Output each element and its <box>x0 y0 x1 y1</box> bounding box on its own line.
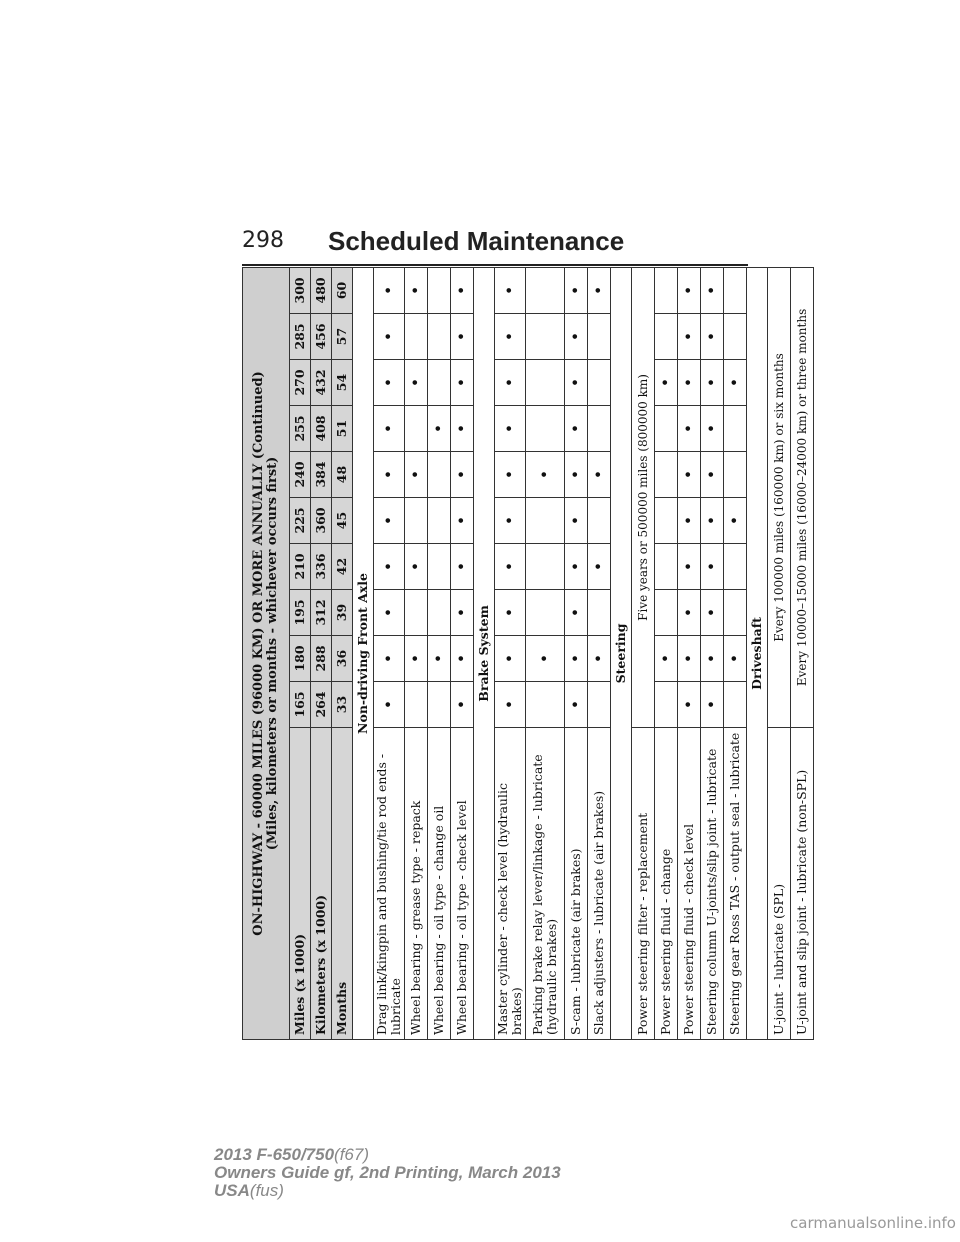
service-mark: • <box>495 314 526 360</box>
service-mark: • <box>565 544 588 590</box>
service-mark <box>724 406 747 452</box>
service-mark: • <box>701 314 724 360</box>
item-label: Wheel bearing - oil type - check level <box>451 728 474 1040</box>
table-row <box>495 267 526 1039</box>
table-row <box>678 267 701 1039</box>
table-row <box>768 267 791 1039</box>
header-value: 480 <box>311 267 332 313</box>
section-row <box>611 267 632 1039</box>
service-mark: • <box>565 636 588 682</box>
service-mark <box>588 314 611 360</box>
service-mark: • <box>678 267 701 313</box>
service-mark: • <box>724 498 747 544</box>
table-title-row <box>243 267 290 1039</box>
service-mark <box>655 267 678 313</box>
table-row <box>428 267 451 1039</box>
service-mark <box>428 314 451 360</box>
interval-note: Five years or 500000 miles (800000 km) <box>632 267 655 727</box>
service-mark <box>724 544 747 590</box>
service-mark: • <box>565 360 588 406</box>
service-mark <box>428 544 451 590</box>
footer-line-printing: Owners Guide gf, 2nd Printing, March 2013 <box>214 1163 561 1182</box>
header-value: 45 <box>332 498 353 544</box>
section-row <box>747 267 768 1039</box>
service-mark: • <box>374 636 405 682</box>
service-mark <box>724 314 747 360</box>
service-mark <box>526 498 565 544</box>
service-mark <box>428 590 451 636</box>
header-value: 51 <box>332 406 353 452</box>
table-row <box>405 267 428 1039</box>
header-value: 39 <box>332 590 353 636</box>
service-mark <box>428 498 451 544</box>
header-value: 33 <box>332 682 353 728</box>
header-value: 210 <box>290 544 311 590</box>
service-mark: • <box>565 590 588 636</box>
footer-line-region: USA(fus) <box>214 1181 284 1200</box>
service-mark <box>405 590 428 636</box>
item-label: Steering gear Ross TAS - output seal - lubricate <box>724 728 747 1040</box>
maintenance-schedule-table <box>242 267 814 1040</box>
header-value: 54 <box>332 360 353 406</box>
service-mark: • <box>701 267 724 313</box>
header-value: 195 <box>290 590 311 636</box>
section-heading: Steering <box>611 267 632 1039</box>
service-mark: • <box>451 498 474 544</box>
item-label: Wheel bearing - grease type - repack <box>405 728 428 1040</box>
table-row <box>565 267 588 1039</box>
service-mark: • <box>374 498 405 544</box>
maintenance-table-frame <box>242 268 809 1040</box>
header-row <box>311 267 332 1039</box>
service-mark: • <box>565 267 588 313</box>
service-mark: • <box>678 360 701 406</box>
service-mark: • <box>451 314 474 360</box>
service-mark: • <box>405 636 428 682</box>
header-value: 255 <box>290 406 311 452</box>
header-value: 360 <box>311 498 332 544</box>
item-label: Power steering fluid - check level <box>678 728 701 1040</box>
service-mark: • <box>451 267 474 313</box>
rotated-table-container <box>242 268 809 1040</box>
service-mark: • <box>495 452 526 498</box>
service-mark <box>405 498 428 544</box>
section-heading: Driveshaft <box>747 267 768 1039</box>
service-mark: • <box>451 636 474 682</box>
item-label: Parking brake relay lever/linkage - lubricate (hydraulic brakes) <box>526 728 565 1040</box>
service-mark: • <box>374 452 405 498</box>
service-mark <box>588 406 611 452</box>
service-mark: • <box>405 544 428 590</box>
service-mark: • <box>701 360 724 406</box>
header-row <box>290 267 311 1039</box>
header-value: 288 <box>311 636 332 682</box>
service-mark: • <box>565 314 588 360</box>
header-value: 384 <box>311 452 332 498</box>
service-mark: • <box>374 590 405 636</box>
service-mark: • <box>678 590 701 636</box>
service-mark <box>428 360 451 406</box>
item-label: Power steering filter - replacement <box>632 728 655 1040</box>
footer-line-model: 2013 F-650/750(f67) <box>214 1145 370 1164</box>
header-value: 408 <box>311 406 332 452</box>
header-label: Miles (x 1000) <box>290 728 311 1040</box>
service-mark <box>526 406 565 452</box>
service-mark: • <box>495 267 526 313</box>
table-row <box>526 267 565 1039</box>
section-heading: Non-driving Front Axle <box>353 267 374 1039</box>
service-mark: • <box>495 682 526 728</box>
item-label: Slack adjusters - lubricate (air brakes) <box>588 728 611 1040</box>
section-row <box>353 267 374 1039</box>
service-mark: • <box>701 590 724 636</box>
item-label: U-joint and slip joint - lubricate (non-SPL) <box>791 728 814 1040</box>
table-row <box>374 267 405 1039</box>
header-value: 225 <box>290 498 311 544</box>
section-heading: Brake System <box>474 267 495 1039</box>
service-mark <box>526 360 565 406</box>
service-mark: • <box>451 544 474 590</box>
header-value: 240 <box>290 452 311 498</box>
header-value: 336 <box>311 544 332 590</box>
header-value: 36 <box>332 636 353 682</box>
service-mark: • <box>678 636 701 682</box>
table-row <box>791 267 814 1039</box>
table-row <box>701 267 724 1039</box>
service-mark: • <box>405 267 428 313</box>
service-mark: • <box>701 544 724 590</box>
service-mark <box>588 498 611 544</box>
page-number: 298 <box>242 228 284 253</box>
service-mark: • <box>565 682 588 728</box>
table-title: ON-HIGHWAY - 60000 MILES (96000 KM) OR MORE ANNUALLY (Continued) <box>251 371 266 936</box>
service-mark: • <box>701 498 724 544</box>
header-label: Kilometers (x 1000) <box>311 728 332 1040</box>
table-row <box>632 267 655 1039</box>
service-mark: • <box>588 267 611 313</box>
service-mark <box>655 314 678 360</box>
service-mark: • <box>495 636 526 682</box>
service-mark: • <box>374 544 405 590</box>
service-mark: • <box>526 452 565 498</box>
service-mark: • <box>701 636 724 682</box>
header-value: 48 <box>332 452 353 498</box>
service-mark <box>588 682 611 728</box>
service-mark <box>724 682 747 728</box>
service-mark: • <box>655 360 678 406</box>
service-mark <box>588 590 611 636</box>
service-mark <box>655 452 678 498</box>
service-mark: • <box>678 452 701 498</box>
service-mark <box>526 267 565 313</box>
header-value: 165 <box>290 682 311 728</box>
service-mark: • <box>588 452 611 498</box>
service-mark: • <box>495 406 526 452</box>
service-mark <box>526 544 565 590</box>
service-mark <box>724 452 747 498</box>
watermark: carmanualsonline.info <box>790 1214 956 1232</box>
service-mark: • <box>451 406 474 452</box>
service-mark <box>526 682 565 728</box>
table-body <box>243 267 814 1039</box>
header-value: 300 <box>290 267 311 313</box>
table-row <box>451 267 474 1039</box>
service-mark: • <box>495 544 526 590</box>
section-row <box>474 267 495 1039</box>
service-mark <box>405 314 428 360</box>
header-value: 264 <box>311 682 332 728</box>
header-value: 57 <box>332 314 353 360</box>
service-mark: • <box>405 360 428 406</box>
header-value: 456 <box>311 314 332 360</box>
service-mark: • <box>374 267 405 313</box>
service-mark: • <box>374 314 405 360</box>
item-label: Drag link/kingpin and bushing/tie rod ends - lubricate <box>374 728 405 1040</box>
item-label: Master cylinder - check level (hydraulic brakes) <box>495 728 526 1040</box>
item-label: Wheel bearing - oil type - change oil <box>428 728 451 1040</box>
interval-note: Every 100000 miles (160000 km) or six months <box>768 267 791 727</box>
service-mark: • <box>374 682 405 728</box>
service-mark: • <box>588 544 611 590</box>
interval-note: Every 10000–15000 miles (16000–24000 km) or three months <box>791 267 814 727</box>
document-footer <box>214 1146 561 1200</box>
service-mark: • <box>724 636 747 682</box>
service-mark: • <box>701 452 724 498</box>
service-mark: • <box>428 636 451 682</box>
service-mark: • <box>701 406 724 452</box>
service-mark <box>655 590 678 636</box>
service-mark <box>428 452 451 498</box>
service-mark: • <box>565 406 588 452</box>
service-mark <box>655 406 678 452</box>
section-title: Scheduled Maintenance <box>328 226 625 256</box>
header-value: 270 <box>290 360 311 406</box>
item-label: U-joint - lubricate (SPL) <box>768 728 791 1040</box>
service-mark: • <box>495 360 526 406</box>
service-mark: • <box>451 360 474 406</box>
service-mark: • <box>451 590 474 636</box>
header-value: 285 <box>290 314 311 360</box>
service-mark <box>724 590 747 636</box>
header-label: Months <box>332 728 353 1040</box>
service-mark: • <box>701 682 724 728</box>
service-mark <box>428 682 451 728</box>
service-mark: • <box>655 636 678 682</box>
service-mark <box>526 590 565 636</box>
table-row <box>588 267 611 1039</box>
header-value: 42 <box>332 544 353 590</box>
service-mark: • <box>678 544 701 590</box>
service-mark <box>655 498 678 544</box>
service-mark: • <box>724 360 747 406</box>
table-row <box>655 267 678 1039</box>
service-mark <box>588 360 611 406</box>
service-mark: • <box>678 314 701 360</box>
service-mark: • <box>428 406 451 452</box>
service-mark: • <box>678 498 701 544</box>
service-mark: • <box>374 406 405 452</box>
table-subtitle: (Miles, kilometers or months - whichever occurs first) <box>265 456 280 851</box>
header-value: 180 <box>290 636 311 682</box>
service-mark: • <box>451 452 474 498</box>
table-title-cell <box>243 267 290 1039</box>
service-mark <box>405 682 428 728</box>
service-mark <box>405 406 428 452</box>
service-mark <box>724 267 747 313</box>
item-label: Power steering fluid - change <box>655 728 678 1040</box>
service-mark: • <box>565 452 588 498</box>
header-row <box>332 267 353 1039</box>
table-row <box>724 267 747 1039</box>
service-mark <box>526 314 565 360</box>
service-mark: • <box>678 406 701 452</box>
header-value: 432 <box>311 360 332 406</box>
service-mark: • <box>451 682 474 728</box>
service-mark: • <box>565 498 588 544</box>
page-header <box>242 226 762 266</box>
service-mark <box>655 682 678 728</box>
service-mark <box>428 267 451 313</box>
service-mark: • <box>495 590 526 636</box>
service-mark <box>655 544 678 590</box>
header-value: 60 <box>332 267 353 313</box>
service-mark: • <box>526 636 565 682</box>
service-mark: • <box>495 498 526 544</box>
service-mark: • <box>374 360 405 406</box>
service-mark: • <box>405 452 428 498</box>
header-value: 312 <box>311 590 332 636</box>
service-mark: • <box>678 682 701 728</box>
item-label: S-cam - lubricate (air brakes) <box>565 728 588 1040</box>
header-rule <box>242 264 748 266</box>
item-label: Steering column U-joints/slip joint - lubricate <box>701 728 724 1040</box>
service-mark: • <box>588 636 611 682</box>
